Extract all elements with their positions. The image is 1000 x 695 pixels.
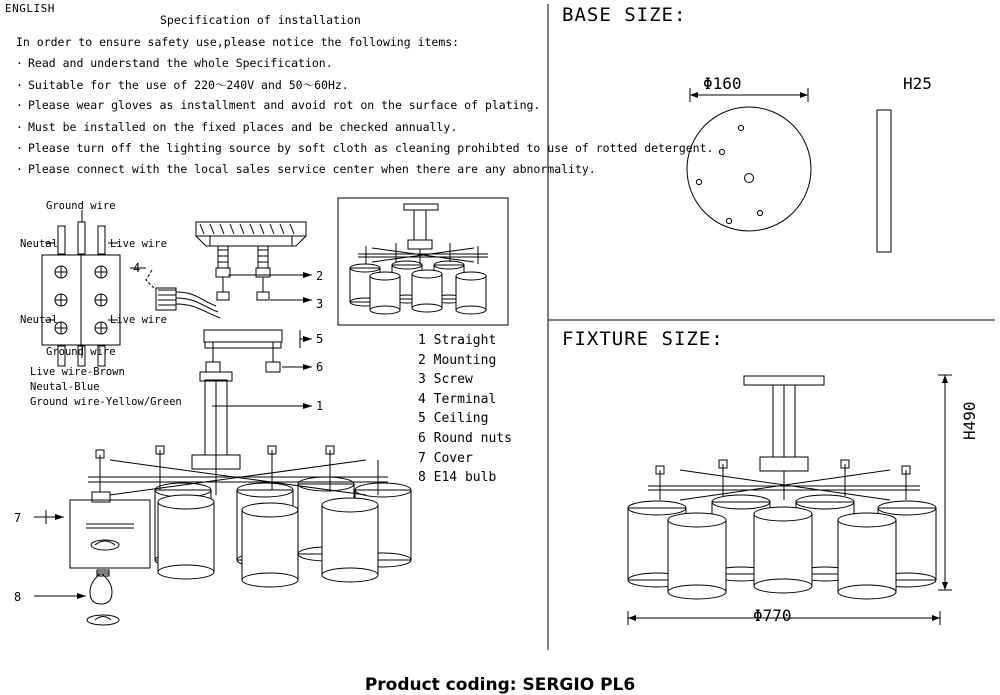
main-shade-front-1: [158, 495, 214, 579]
legend-item-3: 3 Screw: [418, 372, 473, 388]
wire-ground-top: [78, 222, 85, 254]
wire-neutral-top: [58, 226, 65, 254]
callout-1: 1: [316, 399, 324, 413]
spec-item-1: · Suitable for the use of 220～240V and 50～60Hz.: [16, 78, 349, 92]
wiring-legend-neutral: Neutal-Blue: [30, 381, 100, 393]
base-height-label: H25: [903, 74, 932, 93]
spec-item-text: Must be installed on the fixed places and be checked annually.: [28, 120, 458, 134]
fixture-height-label: H490: [960, 401, 979, 440]
base-dim-arrow-left: [690, 92, 698, 98]
spec-item-text: Please turn off the lighting source by soft cloth as cleaning prohibted to use of rotted detergent.: [28, 141, 714, 155]
base-plate-circle: [687, 107, 811, 231]
inset-fixture: [350, 204, 488, 314]
legend-item-2: 2 Mounting: [418, 352, 497, 368]
fixture-height-arrow-bottom: [942, 582, 948, 590]
wiring-legend-ground: Ground wire-Yellow/Green: [30, 396, 182, 408]
base-hole-3: [696, 179, 701, 184]
base-hole-1: [738, 125, 743, 130]
wiring-live-top-label: Live wire: [110, 238, 167, 250]
callout-4-leader: [146, 270, 156, 290]
main-shade-front-3: [322, 498, 378, 582]
legend-item-7: 7 Cover: [418, 450, 473, 466]
wiring-live-bottom-label: Live wire: [110, 314, 167, 326]
base-size-title: BASE SIZE:: [562, 4, 687, 26]
fixture-hub: [760, 457, 808, 471]
wiring-legend-live: Live wire-Brown: [30, 366, 125, 378]
fixture-shade-front-2: [754, 507, 812, 593]
cover-part: [70, 492, 150, 568]
legend-item-4: 4 Terminal: [418, 391, 497, 407]
legend-item-6: 6 Round nuts: [418, 430, 512, 446]
legend-item-8: 8 E14 bulb: [418, 470, 497, 486]
wiring-ground-top-label: Ground wire: [46, 200, 116, 212]
wiring-ground-bottom-label: Ground wire: [46, 346, 116, 358]
fixture-width-arrow-left: [628, 615, 636, 621]
fixture-size-title: FIXTURE SIZE:: [562, 328, 724, 350]
spec-item-text: Please connect with the local sales service center when there are any abnormality.: [28, 162, 596, 176]
callout-5: 5: [316, 332, 324, 346]
fixture-ceiling-plate: [744, 376, 824, 385]
spec-item-2: · Please wear gloves as installment and avoid rot on the surface of plating.: [16, 98, 541, 112]
callout-4: 4: [133, 261, 141, 275]
fixture-width-arrow-right: [932, 615, 940, 621]
base-hole-4: [757, 210, 762, 215]
wiring-neutral-bottom-label: Neutal: [20, 314, 58, 326]
round-nuts: [206, 342, 280, 372]
mounting-screw-left: [216, 246, 230, 277]
wire-neutral-bottom: [58, 346, 65, 366]
product-coding: Product coding: SERGIO PL6: [364, 675, 636, 695]
legend-item-5: 5 Ceiling: [418, 411, 489, 427]
language-tag: ENGLISH: [5, 2, 55, 15]
base-hole-2: [719, 149, 724, 154]
screw-head-right: [257, 292, 269, 300]
callout-2: 2: [316, 269, 324, 283]
spec-item-0: · Read and understand the whole Specification.: [16, 56, 333, 70]
spec-intro: In order to ensure safety use,please notice the following items:: [16, 35, 460, 49]
spec-item-5: · Please connect with the local sales service center when there are any abnormality.: [16, 162, 596, 176]
spec-item-4: · Please turn off the lighting source by soft cloth as cleaning prohibted to use of rotted detergent.: [16, 141, 714, 155]
base-hole-5: [726, 218, 731, 223]
spec-item-text: Read and understand the whole Specification.: [28, 56, 333, 70]
callout-7: 7: [14, 511, 22, 525]
terminal-connector: [156, 288, 220, 318]
wire-live-bottom: [98, 346, 105, 366]
callout-3: 3: [316, 297, 324, 311]
ceiling-cup: [204, 330, 282, 342]
ceiling-plate-under: [205, 342, 281, 348]
spec-item-3: · Must be installed on the fixed places and be checked annually.: [16, 120, 458, 134]
wire-live-top: [98, 226, 105, 254]
wiring-neutral-top-label: Neutal: [20, 238, 58, 250]
base-diameter-label: Φ160: [703, 74, 742, 93]
fixture-shade-front-3: [838, 513, 896, 599]
base-center-hole: [745, 174, 754, 183]
mounting-plate: [196, 222, 306, 246]
fixture-shade-front-1: [668, 513, 726, 599]
screw-head-left: [217, 292, 229, 300]
spec-item-text: Suitable for the use of 220～240V and 50～60Hz.: [28, 78, 349, 92]
base-dim-arrow-right: [800, 92, 808, 98]
fixture-diameter-label: Φ770: [753, 606, 792, 625]
base-side-profile: [877, 110, 891, 252]
e14-bulb: [87, 570, 119, 625]
mounting-screw-right: [256, 246, 270, 277]
spec-title: Specification of installation: [160, 13, 361, 27]
fixture-height-arrow-top: [942, 375, 948, 383]
legend-item-1: 1 Straight: [418, 333, 497, 348]
callout-6: 6: [316, 360, 324, 374]
spec-item-text: Please wear gloves as installment and avoid rot on the surface of plating.: [28, 98, 541, 112]
main-shade-front-2: [242, 503, 298, 587]
callout-8: 8: [14, 590, 22, 604]
